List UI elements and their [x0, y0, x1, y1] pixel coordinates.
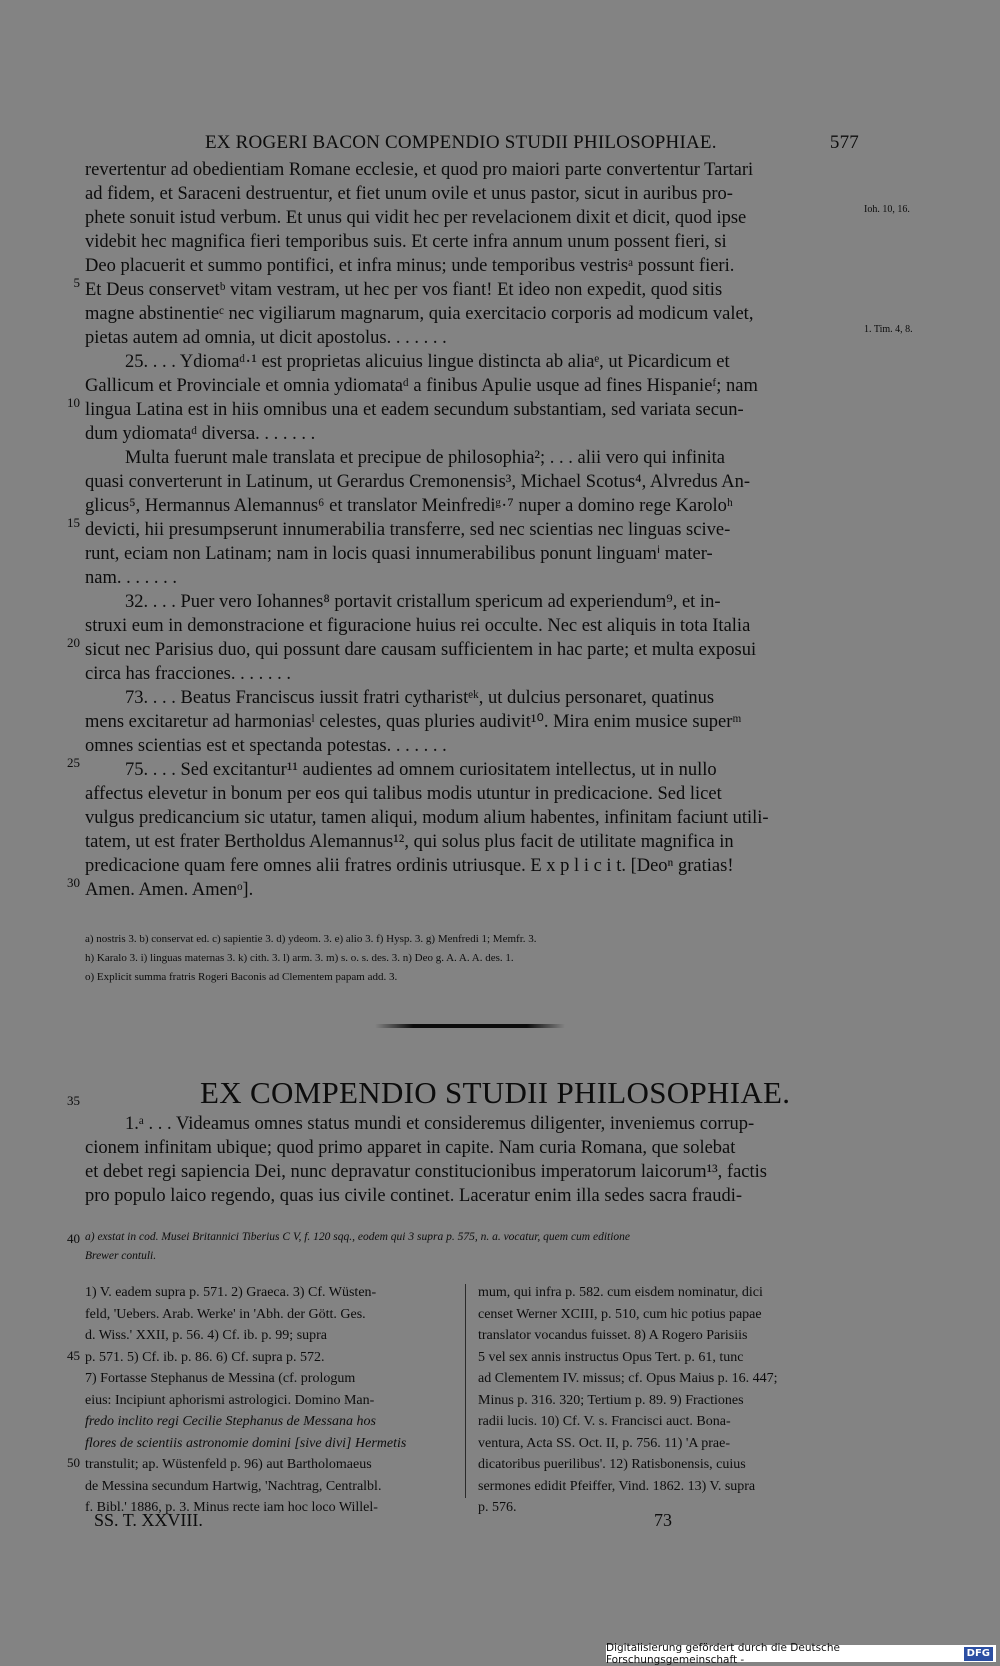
text-line: Gallicum et Provinciale et omnia ydiomataᵈ a finibus Apulie usque ad fines Hispanieᶠ; nam	[85, 376, 758, 396]
footnote-line: sermones edidit Pfeiffer, Vind. 1862. 13) V. supra	[478, 1478, 756, 1494]
margin-reference: Ioh. 10, 16.	[864, 204, 910, 215]
footnote-line: transtulit; ap. Wüstenfeld p. 96) aut Bartholomaeus	[85, 1457, 372, 1472]
footnote-line: 7) Fortasse Stephanus de Messina (cf. prologum	[85, 1371, 356, 1386]
line-number: 45	[67, 1348, 80, 1363]
text-line: magne abstinentieᶜ nec vigiliarum magnarum, quia exercitacio corporis ad modicum valet,	[85, 304, 754, 324]
footnotes-right-column	[478, 1282, 850, 1519]
text-line: Deo placuerit et summo pontifici, et infra minus; unde temporibus vestrisᵃ possunt fieri.	[85, 256, 735, 276]
line-number: 50	[67, 1455, 80, 1470]
text-line: sicut nec Parisius duo, qui possunt dare causam sufficientem in hac parte; et multa exposui	[85, 640, 757, 660]
text-line: omnes scientias est et spectanda potestas. . . . . . .	[85, 736, 447, 756]
text-line: affectus elevetur in bonum per eos qui talibus modis utuntur in predicacione. Sed licet	[85, 784, 722, 804]
section-note-line: Brewer contuli.	[85, 1250, 157, 1262]
section-note	[85, 1228, 859, 1266]
footnote-line: feld, 'Uebers. Arab. Werke' in 'Abh. der Gött. Ges.	[85, 1306, 366, 1322]
footnote-line: eius: Incipiunt aphorismi astrologici. Domino Man-	[85, 1392, 375, 1408]
footnote-line: fredo inclito regi Cecilie Stephanus de Messana hos	[85, 1414, 376, 1429]
variant-notes	[85, 930, 859, 987]
footnote-line: p. 571. 5) Cf. ib. p. 86. 6) Cf. supra p. 572.	[85, 1349, 325, 1365]
signature-mark: SS. T. XXVIII.	[94, 1510, 203, 1530]
text-line: pietas autem ad omnia, ut dicit apostolus. . . . . . .	[85, 328, 447, 348]
digitization-banner[interactable]	[606, 1641, 996, 1666]
footnote-line: radii lucis. 10) Cf. V. s. Francisci auct. Bona-	[478, 1414, 731, 1429]
text-line: lingua Latina est in hiis omnibus una et eadem secundum substantiam, sed variata secun-	[85, 400, 744, 420]
section-divider	[375, 1024, 565, 1028]
line-number: 15	[67, 515, 80, 530]
text-line: Multa fuerunt male translata et precipue de philosophia²; . . . alii vero qui infinita	[125, 448, 725, 468]
line-number: 35	[67, 1093, 80, 1108]
text-line: 75. . . . Sed excitantur¹¹ audientes ad omnem curiositatem intellectus, ut in nullo	[125, 760, 717, 780]
page-number: 577	[829, 132, 859, 153]
text-line: dum ydiomataᵈ diversa. . . . . . .	[85, 424, 316, 444]
column-divider	[465, 1284, 466, 1498]
text-line: revertentur ad obedientiam Romane ecclesie, et quod pro maiori parte convertentur Tartari	[85, 160, 754, 180]
section-note-line: a) exstat in cod. Musei Britannici Tiberius C V, f. 120 sqq., eodem qui 3 supra p. 575, n. a. vocatur, quem cum editione	[85, 1231, 631, 1243]
text-line: videbit hec magnifica fieri temporibus suis. Et certe infra annum unum possent fieri, si	[85, 232, 727, 252]
footnote-line: censet Werner XCIII, p. 510, cum hic potius papae	[478, 1306, 762, 1322]
running-head-title: EX ROGERI BACON COMPENDIO STUDII PHILOSOPHIAE.	[205, 132, 717, 153]
text-line: cionem infinitam ubique; quod primo apparet in capite. Nam curia Romana, que solebat	[85, 1138, 736, 1158]
dfg-logo: DFG	[964, 1647, 993, 1661]
footnote-line: dicatoribus puerilibus'. 12) Ratisbonensis, cuius	[478, 1457, 746, 1472]
footnote-line: translator vocandus fuisset. 8) A Rogero Parisiis	[478, 1328, 748, 1343]
text-line: et debet regi sapiencia Dei, nunc depravatur constitucionibus imperatorum laicorum¹³, factis	[85, 1162, 767, 1182]
footnote-line: ventura, Acta SS. Oct. II, p. 756. 11) 'A prae-	[478, 1435, 730, 1451]
variant-note-line: a) nostris 3. b) conservat ed. c) sapientie 3. d) ydeom. 3. e) alio 3. f) Hysp. 3. g) Menfredi 1; Memfr. 3.	[85, 933, 537, 945]
text-line: 25. . . . Ydiomaᵈ·¹ est proprietas alicuius lingue distincta ab aliaᵉ, ut Picardicum et	[125, 352, 730, 372]
footnote-line: flores de scientiis astronomie domini [sive divi] Hermetis	[85, 1435, 407, 1451]
text-line: ad fidem, et Saraceni destruentur, et fiet unum ovile et unus pastor, sicut in auribus pro-	[85, 184, 733, 204]
text-line: mens excitaretur ad harmoniasˡ celestes, quas pluries audivit¹⁰. Mira enim musice superᵐ	[85, 712, 742, 732]
footnote-line: ad Clementem IV. missus; cf. Opus Maius p. 16. 447;	[478, 1371, 778, 1386]
footnote-line: d. Wiss.' XXII, p. 56. 4) Cf. ib. p. 99; supra	[85, 1328, 328, 1343]
line-number: 30	[67, 875, 80, 890]
text-line: vulgus predicancium sic utatur, tamen aliqui, modum alium habentes, infinitam faciunt utili-	[85, 808, 769, 828]
section-title: EX COMPENDIO STUDII PHILOSOPHIAE.	[200, 1075, 791, 1110]
text-line: tatem, ut est frater Bertholdus Alemannus¹², qui solus plus facit de utilitate magnifica in	[85, 832, 734, 852]
text-line: circa has fracciones. . . . . . .	[85, 664, 291, 684]
variant-note-line: h) Karalo 3. i) linguas maternas 3. k) cith. 3. l) arm. 3. m) s. o. s. des. 3. n) Deo g. A. A. A. des. 1.	[85, 952, 514, 964]
section-text	[85, 1112, 859, 1208]
footnotes-left-column	[85, 1282, 457, 1519]
footnote-line: Minus p. 316. 320; Tertium p. 89. 9) Fractiones	[478, 1392, 744, 1408]
digitization-text: Digitalisierung gefördert durch die Deutsche Forschungsgemeinschaft -	[606, 1641, 840, 1666]
text-line: devicti, hii presumpserunt innumerabilia transferre, sed nec scientias nec linguas scive-	[85, 520, 731, 540]
line-number: 25	[67, 755, 80, 770]
line-number: 10	[67, 395, 80, 410]
text-line: nam. . . . . . .	[85, 568, 177, 588]
text-line: pro populo laico regendo, quas ius civile continet. Laceratur enim illa sedes sacra fraudi-	[85, 1186, 743, 1206]
text-line: predicacione quam fere omnes alii fratres ordinis utriusque. E x p l i c i t. [Deoⁿ gratias!	[85, 856, 734, 876]
line-number: 5	[73, 275, 80, 290]
footnote-line: 1) V. eadem supra p. 571. 2) Graeca. 3) Cf. Wüsten-	[85, 1285, 377, 1300]
text-line: 32. . . . Puer vero Iohannes⁸ portavit cristallum spericum ad experiendum⁹, et in-	[125, 592, 721, 612]
sheet-number: 73	[654, 1510, 672, 1530]
text-line: phete sonuit istud verbum. Et unus qui vidit hec per revelacionem dixit et dicit, quod ipse	[85, 208, 747, 228]
margin-reference: 1. Tim. 4, 8.	[864, 324, 913, 335]
footnote-line: p. 576.	[478, 1500, 517, 1515]
text-line: Amen. Amen. Amenᵒ].	[85, 880, 254, 900]
text-line: runt, eciam non Latinam; nam in locis quasi innumerabilibus ponunt linguamⁱ mater-	[85, 544, 713, 564]
text-line: 1.ᵃ . . . Videamus omnes status mundi et consideremus diligenter, inveniemus corrup-	[125, 1114, 755, 1134]
text-line: glicus⁵, Hermannus Alemannus⁶ et translator Meinfrediᵍ·⁷ nuper a domino rege Karoloʰ	[85, 496, 733, 516]
line-number: 20	[67, 635, 80, 650]
line-number: 40	[67, 1231, 80, 1246]
text-line: 73. . . . Beatus Franciscus iussit fratri cytharistᵉᵏ, ut dulcius personaret, quatinus	[125, 688, 715, 708]
main-text	[85, 158, 859, 902]
text-line: struxi eum in demonstracione et figuracione huius rei occulte. Nec est aliquis in tota Italia	[85, 616, 751, 636]
footnote-line: de Messina secundum Hartwig, 'Nachtrag, Centralbl.	[85, 1478, 382, 1494]
variant-note-line: o) Explicit summa fratris Rogeri Baconis ad Clementem papam add. 3.	[85, 971, 398, 983]
footnote-line: mum, qui infra p. 582. cum eisdem nominatur, dici	[478, 1285, 763, 1300]
footnote-line: 5 vel sex annis instructus Opus Tert. p. 61, tunc	[478, 1349, 744, 1365]
footnote-line: f. Bibl.' 1886, p. 3. Minus recte iam hoc loco Willel-	[85, 1500, 378, 1515]
text-line: quasi converterunt in Latinum, ut Gerardus Cremonensis³, Michael Scotus⁴, Alvredus An-	[85, 472, 751, 492]
text-line: Et Deus conservetᵇ vitam vestram, ut hec per vos fiant! Et ideo non expedit, quod sitis	[85, 280, 723, 300]
